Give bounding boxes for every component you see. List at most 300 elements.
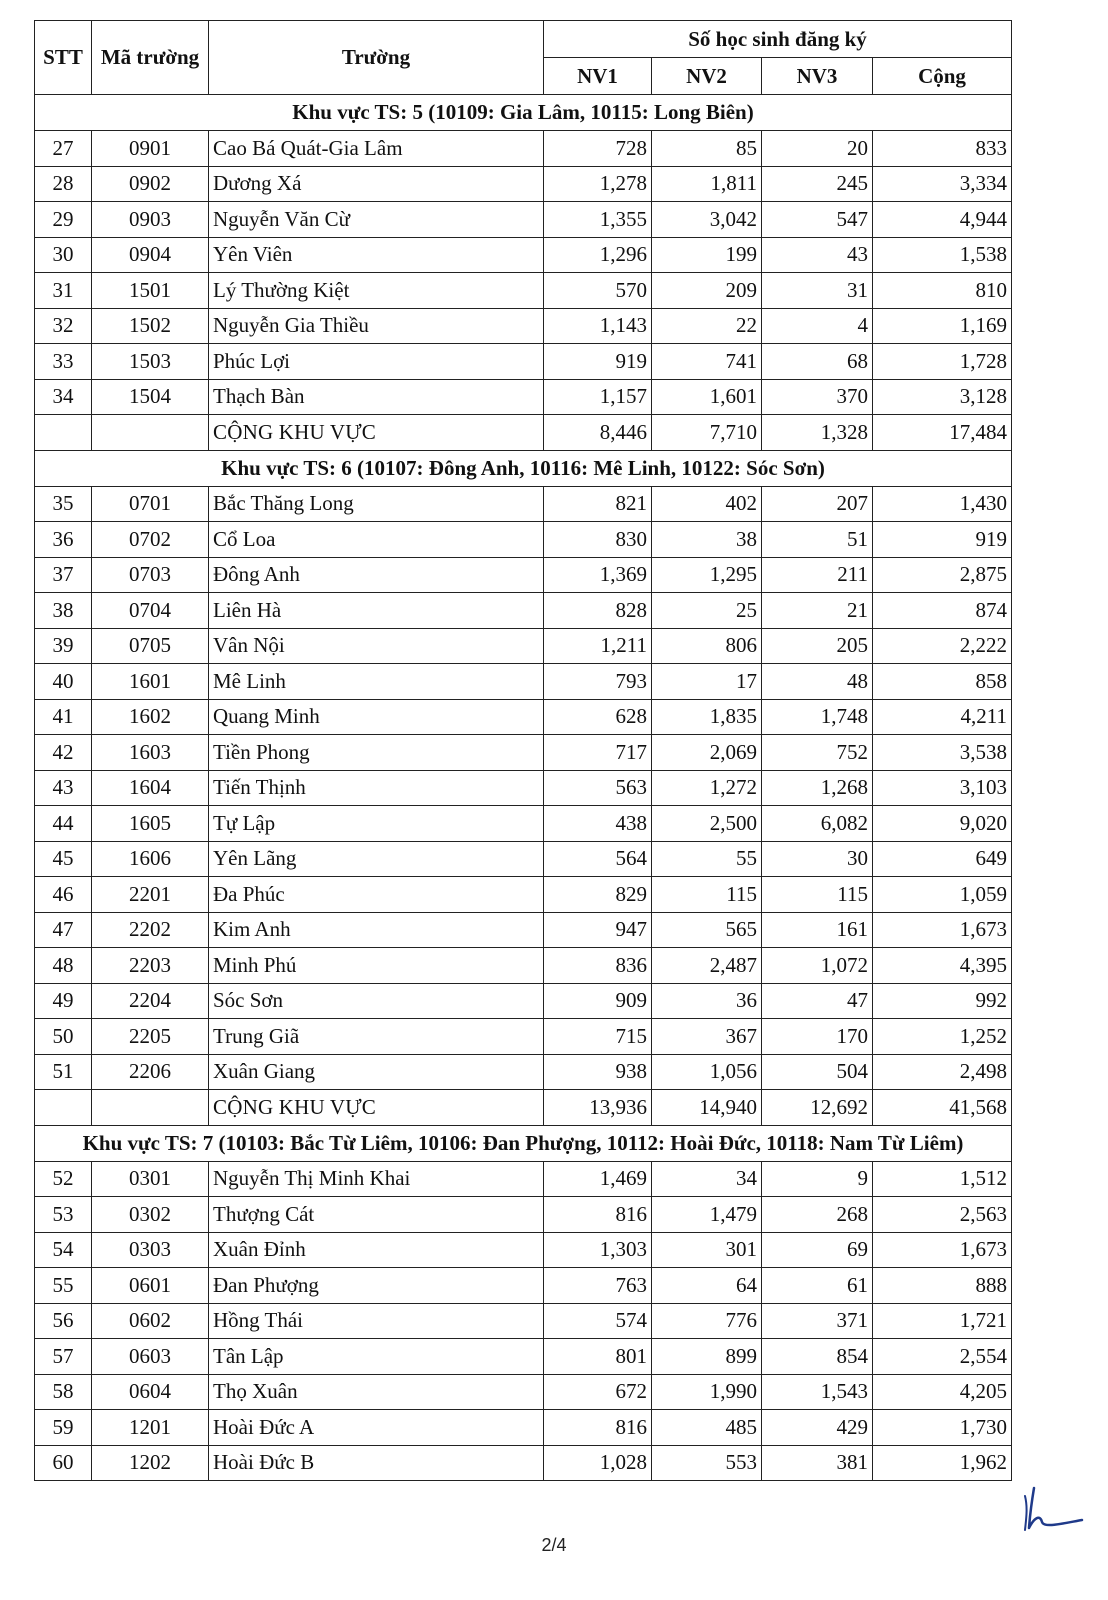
row-school-name: Tiến Thịnh <box>209 770 544 806</box>
table-row <box>35 593 1012 629</box>
row-total: 858 <box>873 664 1012 700</box>
row-school-code: 1501 <box>92 273 209 309</box>
row-stt: 59 <box>35 1410 92 1446</box>
row-total: 1,538 <box>873 237 1012 273</box>
row-total: 888 <box>873 1268 1012 1304</box>
row-total: 1,169 <box>873 308 1012 344</box>
row-nv2: 367 <box>652 1019 762 1055</box>
table-row <box>35 699 1012 735</box>
row-school-code: 0904 <box>92 237 209 273</box>
row-nv3: 51 <box>762 522 873 558</box>
total-nv1: 8,446 <box>544 415 652 451</box>
row-total: 1,512 <box>873 1161 1012 1197</box>
total-nv3: 12,692 <box>762 1090 873 1126</box>
row-nv1: 1,278 <box>544 166 652 202</box>
row-total: 1,721 <box>873 1303 1012 1339</box>
row-school-code: 0604 <box>92 1374 209 1410</box>
table-row <box>35 1197 1012 1233</box>
row-school-code: 1503 <box>92 344 209 380</box>
region-header-row <box>35 95 1012 131</box>
row-school-code: 1606 <box>92 841 209 877</box>
row-total: 833 <box>873 131 1012 167</box>
registration-table <box>34 20 1012 1481</box>
row-total: 4,944 <box>873 202 1012 238</box>
row-school-name: Đan Phượng <box>209 1268 544 1304</box>
signature-mark <box>1020 1478 1090 1538</box>
row-nv1: 909 <box>544 983 652 1019</box>
row-nv2: 17 <box>652 664 762 700</box>
table-row <box>35 308 1012 344</box>
table-row <box>35 1303 1012 1339</box>
row-nv2: 199 <box>652 237 762 273</box>
row-stt: 36 <box>35 522 92 558</box>
row-nv2: 2,069 <box>652 735 762 771</box>
row-school-code: 0703 <box>92 557 209 593</box>
row-stt: 32 <box>35 308 92 344</box>
row-nv2: 1,295 <box>652 557 762 593</box>
row-total: 1,252 <box>873 1019 1012 1055</box>
row-nv3: 9 <box>762 1161 873 1197</box>
region-total-row <box>35 415 1012 451</box>
row-school-name: Thạch Bàn <box>209 379 544 415</box>
row-school-code: 2203 <box>92 948 209 984</box>
table-row <box>35 1232 1012 1268</box>
row-total: 3,128 <box>873 379 1012 415</box>
row-nv2: 741 <box>652 344 762 380</box>
row-total: 1,673 <box>873 912 1012 948</box>
row-nv3: 115 <box>762 877 873 913</box>
row-nv1: 1,469 <box>544 1161 652 1197</box>
row-stt: 48 <box>35 948 92 984</box>
row-stt: 40 <box>35 664 92 700</box>
row-total: 4,395 <box>873 948 1012 984</box>
table-row <box>35 344 1012 380</box>
row-total: 4,205 <box>873 1374 1012 1410</box>
row-stt: 29 <box>35 202 92 238</box>
row-nv3: 170 <box>762 1019 873 1055</box>
row-school-name: Tự Lập <box>209 806 544 842</box>
row-school-name: Hoài Đức B <box>209 1445 544 1481</box>
row-nv1: 628 <box>544 699 652 735</box>
row-school-code: 2201 <box>92 877 209 913</box>
row-school-code: 1604 <box>92 770 209 806</box>
row-nv1: 564 <box>544 841 652 877</box>
row-stt: 43 <box>35 770 92 806</box>
row-nv1: 717 <box>544 735 652 771</box>
row-nv2: 1,272 <box>652 770 762 806</box>
row-school-name: Bắc Thăng Long <box>209 486 544 522</box>
table-row <box>35 912 1012 948</box>
row-total: 3,334 <box>873 166 1012 202</box>
total-nv2: 14,940 <box>652 1090 762 1126</box>
row-nv2: 565 <box>652 912 762 948</box>
row-nv3: 43 <box>762 237 873 273</box>
page-number: 2/4 <box>541 1535 567 1555</box>
row-stt: 54 <box>35 1232 92 1268</box>
row-total: 9,020 <box>873 806 1012 842</box>
row-school-name: Yên Viên <box>209 237 544 273</box>
table-row <box>35 806 1012 842</box>
row-total: 3,103 <box>873 770 1012 806</box>
row-school-code: 0705 <box>92 628 209 664</box>
row-stt: 39 <box>35 628 92 664</box>
row-nv1: 715 <box>544 1019 652 1055</box>
row-total: 3,538 <box>873 735 1012 771</box>
header-nv1: NV1 <box>544 58 652 95</box>
row-nv1: 830 <box>544 522 652 558</box>
row-nv2: 2,500 <box>652 806 762 842</box>
row-nv2: 34 <box>652 1161 762 1197</box>
row-nv2: 1,056 <box>652 1054 762 1090</box>
table-body <box>35 95 1012 1481</box>
row-nv1: 1,369 <box>544 557 652 593</box>
table-row <box>35 1410 1012 1446</box>
row-nv1: 563 <box>544 770 652 806</box>
row-nv1: 1,296 <box>544 237 652 273</box>
row-stt: 38 <box>35 593 92 629</box>
row-school-name: Thọ Xuân <box>209 1374 544 1410</box>
row-school-code: 0303 <box>92 1232 209 1268</box>
row-school-code: 0903 <box>92 202 209 238</box>
row-school-code: 0702 <box>92 522 209 558</box>
row-nv2: 55 <box>652 841 762 877</box>
row-nv1: 947 <box>544 912 652 948</box>
row-stt: 30 <box>35 237 92 273</box>
row-nv1: 816 <box>544 1197 652 1233</box>
row-nv2: 3,042 <box>652 202 762 238</box>
row-school-code: 0901 <box>92 131 209 167</box>
table-row <box>35 948 1012 984</box>
row-nv1: 1,303 <box>544 1232 652 1268</box>
row-school-name: Tiền Phong <box>209 735 544 771</box>
table-row <box>35 1339 1012 1375</box>
row-nv1: 828 <box>544 593 652 629</box>
header-stt: STT <box>35 21 92 95</box>
total-code-empty <box>92 415 209 451</box>
row-nv1: 763 <box>544 1268 652 1304</box>
row-stt: 44 <box>35 806 92 842</box>
row-stt: 52 <box>35 1161 92 1197</box>
row-total: 649 <box>873 841 1012 877</box>
region-title: Khu vực TS: 6 (10107: Đông Anh, 10116: Mê Linh, 10122: Sóc Sơn) <box>35 450 1012 486</box>
header-school-code: Mã trường <box>92 21 209 95</box>
row-nv3: 31 <box>762 273 873 309</box>
header-registered-students: Số học sinh đăng ký <box>544 21 1012 58</box>
region-title: Khu vực TS: 7 (10103: Bắc Từ Liêm, 10106: Đan Phượng, 10112: Hoài Đức, 10118: Nam Từ Liêm) <box>35 1125 1012 1161</box>
row-school-code: 1502 <box>92 308 209 344</box>
row-nv1: 1,143 <box>544 308 652 344</box>
row-total: 2,554 <box>873 1339 1012 1375</box>
row-stt: 42 <box>35 735 92 771</box>
row-total: 874 <box>873 593 1012 629</box>
row-nv3: 61 <box>762 1268 873 1304</box>
row-school-code: 1202 <box>92 1445 209 1481</box>
row-nv3: 752 <box>762 735 873 771</box>
row-stt: 58 <box>35 1374 92 1410</box>
row-school-name: Đông Anh <box>209 557 544 593</box>
row-nv3: 1,748 <box>762 699 873 735</box>
row-nv1: 821 <box>544 486 652 522</box>
row-school-name: Quang Minh <box>209 699 544 735</box>
table-row <box>35 1268 1012 1304</box>
table-row <box>35 522 1012 558</box>
row-nv1: 728 <box>544 131 652 167</box>
row-total: 919 <box>873 522 1012 558</box>
row-school-code: 1603 <box>92 735 209 771</box>
header-school: Trường <box>209 21 544 95</box>
row-nv3: 211 <box>762 557 873 593</box>
row-nv2: 85 <box>652 131 762 167</box>
total-nv2: 7,710 <box>652 415 762 451</box>
table-row <box>35 202 1012 238</box>
table-row <box>35 735 1012 771</box>
row-nv1: 574 <box>544 1303 652 1339</box>
row-nv3: 4 <box>762 308 873 344</box>
row-nv3: 161 <box>762 912 873 948</box>
row-stt: 47 <box>35 912 92 948</box>
row-school-code: 1504 <box>92 379 209 415</box>
row-school-code: 0701 <box>92 486 209 522</box>
row-nv2: 301 <box>652 1232 762 1268</box>
row-nv2: 22 <box>652 308 762 344</box>
row-school-name: Yên Lãng <box>209 841 544 877</box>
table-row <box>35 1054 1012 1090</box>
row-nv3: 547 <box>762 202 873 238</box>
row-nv3: 370 <box>762 379 873 415</box>
row-school-code: 0603 <box>92 1339 209 1375</box>
row-nv1: 816 <box>544 1410 652 1446</box>
table-row <box>35 1445 1012 1481</box>
row-nv2: 1,811 <box>652 166 762 202</box>
row-school-name: Hoài Đức A <box>209 1410 544 1446</box>
row-stt: 31 <box>35 273 92 309</box>
header-nv2: NV2 <box>652 58 762 95</box>
row-total: 1,673 <box>873 1232 1012 1268</box>
table-row <box>35 486 1012 522</box>
row-school-name: Sóc Sơn <box>209 983 544 1019</box>
row-school-name: Xuân Giang <box>209 1054 544 1090</box>
row-school-name: Vân Nội <box>209 628 544 664</box>
row-stt: 50 <box>35 1019 92 1055</box>
row-stt: 28 <box>35 166 92 202</box>
row-school-name: Mê Linh <box>209 664 544 700</box>
row-school-name: Nguyễn Thị Minh Khai <box>209 1161 544 1197</box>
table-row <box>35 877 1012 913</box>
row-nv2: 1,990 <box>652 1374 762 1410</box>
row-total: 992 <box>873 983 1012 1019</box>
total-code-empty <box>92 1090 209 1126</box>
row-nv3: 1,072 <box>762 948 873 984</box>
header-nv3: NV3 <box>762 58 873 95</box>
row-school-name: Cao Bá Quát-Gia Lâm <box>209 131 544 167</box>
table-row <box>35 1161 1012 1197</box>
row-nv3: 1,543 <box>762 1374 873 1410</box>
header-total: Cộng <box>873 58 1012 95</box>
region-header-row <box>35 1125 1012 1161</box>
row-school-code: 2202 <box>92 912 209 948</box>
row-nv1: 938 <box>544 1054 652 1090</box>
row-nv2: 1,601 <box>652 379 762 415</box>
row-nv2: 115 <box>652 877 762 913</box>
row-nv3: 1,268 <box>762 770 873 806</box>
row-nv3: 6,082 <box>762 806 873 842</box>
row-stt: 51 <box>35 1054 92 1090</box>
row-nv3: 504 <box>762 1054 873 1090</box>
row-school-name: Minh Phú <box>209 948 544 984</box>
row-nv1: 1,211 <box>544 628 652 664</box>
row-school-code: 0302 <box>92 1197 209 1233</box>
row-nv3: 268 <box>762 1197 873 1233</box>
table-row <box>35 557 1012 593</box>
row-total: 2,222 <box>873 628 1012 664</box>
row-school-code: 0704 <box>92 593 209 629</box>
table-row <box>35 841 1012 877</box>
row-school-name: Nguyễn Gia Thiều <box>209 308 544 344</box>
row-total: 4,211 <box>873 699 1012 735</box>
row-nv2: 25 <box>652 593 762 629</box>
row-nv1: 793 <box>544 664 652 700</box>
row-school-name: Thượng Cát <box>209 1197 544 1233</box>
row-nv3: 69 <box>762 1232 873 1268</box>
row-stt: 45 <box>35 841 92 877</box>
row-nv1: 919 <box>544 344 652 380</box>
table-row <box>35 131 1012 167</box>
total-label: CỘNG KHU VỰC <box>209 1090 544 1126</box>
table-row <box>35 1019 1012 1055</box>
row-nv2: 899 <box>652 1339 762 1375</box>
row-school-name: Phúc Lợi <box>209 344 544 380</box>
row-total: 810 <box>873 273 1012 309</box>
row-total: 1,059 <box>873 877 1012 913</box>
row-total: 1,728 <box>873 344 1012 380</box>
row-nv3: 30 <box>762 841 873 877</box>
row-school-name: Đa Phúc <box>209 877 544 913</box>
region-total-row <box>35 1090 1012 1126</box>
row-nv1: 1,355 <box>544 202 652 238</box>
row-school-name: Xuân Đỉnh <box>209 1232 544 1268</box>
row-stt: 53 <box>35 1197 92 1233</box>
row-stt: 55 <box>35 1268 92 1304</box>
row-stt: 57 <box>35 1339 92 1375</box>
row-nv2: 806 <box>652 628 762 664</box>
row-nv3: 48 <box>762 664 873 700</box>
row-nv3: 429 <box>762 1410 873 1446</box>
row-school-code: 2204 <box>92 983 209 1019</box>
row-stt: 37 <box>35 557 92 593</box>
row-nv1: 829 <box>544 877 652 913</box>
table-row <box>35 273 1012 309</box>
row-total: 1,962 <box>873 1445 1012 1481</box>
row-nv3: 205 <box>762 628 873 664</box>
row-nv3: 854 <box>762 1339 873 1375</box>
table-row <box>35 664 1012 700</box>
row-school-code: 1201 <box>92 1410 209 1446</box>
table-row <box>35 1374 1012 1410</box>
row-school-name: Dương Xá <box>209 166 544 202</box>
row-stt: 27 <box>35 131 92 167</box>
row-school-code: 0602 <box>92 1303 209 1339</box>
row-school-name: Cổ Loa <box>209 522 544 558</box>
row-nv2: 209 <box>652 273 762 309</box>
row-school-name: Trung Giã <box>209 1019 544 1055</box>
row-nv2: 36 <box>652 983 762 1019</box>
row-nv2: 553 <box>652 1445 762 1481</box>
row-nv3: 371 <box>762 1303 873 1339</box>
row-school-name: Nguyễn Văn Cừ <box>209 202 544 238</box>
row-school-name: Tân Lập <box>209 1339 544 1375</box>
row-nv3: 47 <box>762 983 873 1019</box>
table-row <box>35 379 1012 415</box>
row-stt: 60 <box>35 1445 92 1481</box>
row-nv2: 2,487 <box>652 948 762 984</box>
row-total: 2,563 <box>873 1197 1012 1233</box>
row-school-code: 1601 <box>92 664 209 700</box>
row-stt: 41 <box>35 699 92 735</box>
row-nv2: 1,835 <box>652 699 762 735</box>
row-school-code: 0902 <box>92 166 209 202</box>
row-nv3: 20 <box>762 131 873 167</box>
row-nv1: 570 <box>544 273 652 309</box>
table-row <box>35 166 1012 202</box>
row-nv1: 1,028 <box>544 1445 652 1481</box>
row-school-name: Liên Hà <box>209 593 544 629</box>
row-nv3: 381 <box>762 1445 873 1481</box>
row-nv2: 38 <box>652 522 762 558</box>
row-nv1: 801 <box>544 1339 652 1375</box>
row-school-name: Kim Anh <box>209 912 544 948</box>
table-row <box>35 983 1012 1019</box>
row-nv1: 836 <box>544 948 652 984</box>
row-school-code: 0301 <box>92 1161 209 1197</box>
row-nv2: 64 <box>652 1268 762 1304</box>
row-nv1: 1,157 <box>544 379 652 415</box>
total-sum: 41,568 <box>873 1090 1012 1126</box>
row-school-name: Lý Thường Kiệt <box>209 273 544 309</box>
region-title: Khu vực TS: 5 (10109: Gia Lâm, 10115: Long Biên) <box>35 95 1012 131</box>
row-nv2: 1,479 <box>652 1197 762 1233</box>
row-stt: 49 <box>35 983 92 1019</box>
row-nv1: 672 <box>544 1374 652 1410</box>
row-total: 1,730 <box>873 1410 1012 1446</box>
row-school-name: Hồng Thái <box>209 1303 544 1339</box>
table-header <box>35 21 1012 95</box>
row-stt: 46 <box>35 877 92 913</box>
row-stt: 33 <box>35 344 92 380</box>
table-row <box>35 237 1012 273</box>
row-total: 2,875 <box>873 557 1012 593</box>
region-header-row <box>35 450 1012 486</box>
row-school-code: 1605 <box>92 806 209 842</box>
total-nv3: 1,328 <box>762 415 873 451</box>
row-school-code: 0601 <box>92 1268 209 1304</box>
row-nv2: 776 <box>652 1303 762 1339</box>
total-sum: 17,484 <box>873 415 1012 451</box>
table-row <box>35 628 1012 664</box>
row-nv3: 21 <box>762 593 873 629</box>
row-nv3: 68 <box>762 344 873 380</box>
table-row <box>35 770 1012 806</box>
row-stt: 34 <box>35 379 92 415</box>
row-stt: 56 <box>35 1303 92 1339</box>
total-stt-empty <box>35 415 92 451</box>
row-nv3: 245 <box>762 166 873 202</box>
row-nv3: 207 <box>762 486 873 522</box>
row-school-code: 1602 <box>92 699 209 735</box>
row-school-code: 2205 <box>92 1019 209 1055</box>
row-nv1: 438 <box>544 806 652 842</box>
total-label: CỘNG KHU VỰC <box>209 415 544 451</box>
row-total: 2,498 <box>873 1054 1012 1090</box>
